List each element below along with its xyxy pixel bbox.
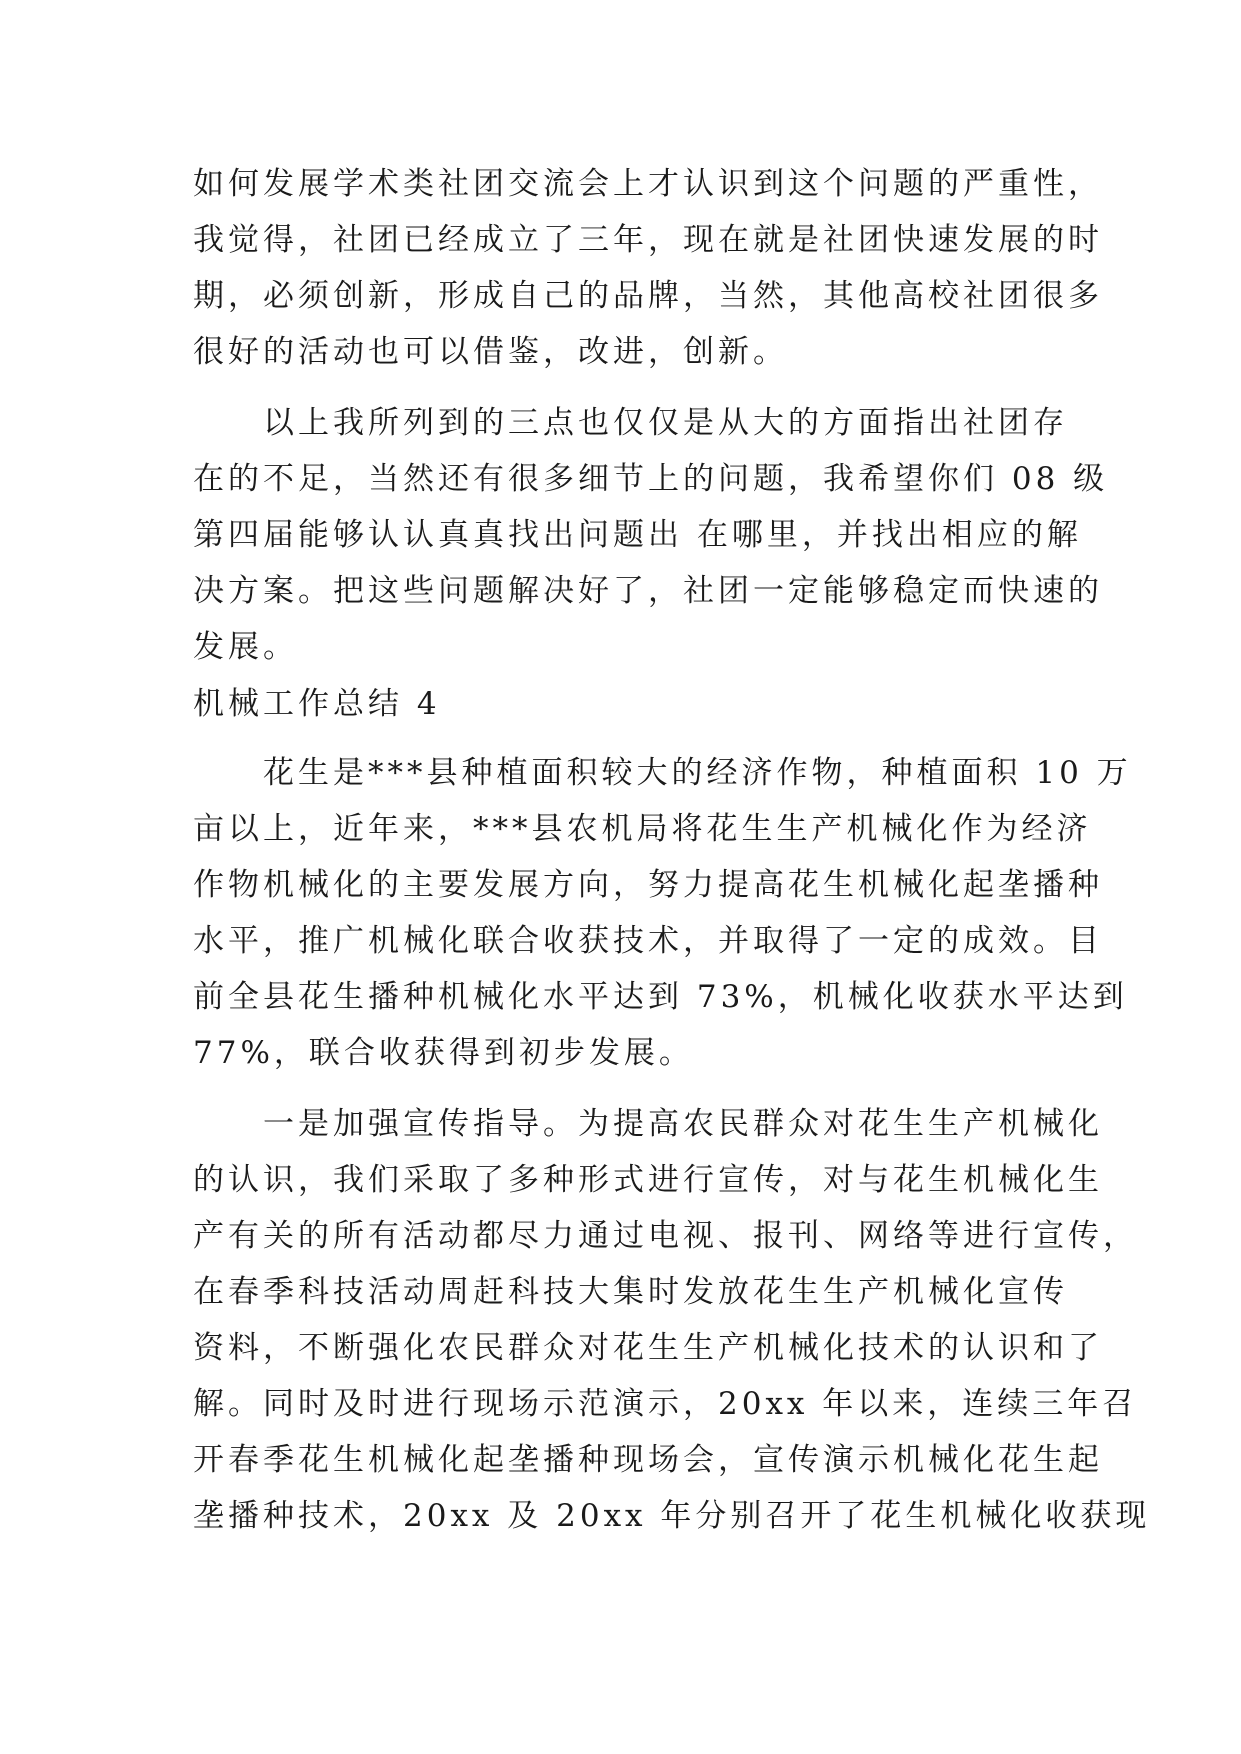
text-line-18: 的认识，我们采取了多种形式进行宣传，对与花生机械化生 (193, 1162, 1103, 1198)
text-line-7: 第四届能够认认真真找出问题出 在哪里，并找出相应的解 (193, 517, 1082, 553)
text-line-15: 前全县花生播种机械化水平达到 73%，机械化收获水平达到 (193, 979, 1128, 1015)
text-line-17: 一是加强宣传指导。为提高农民群众对花生生产机械化 (193, 1106, 1103, 1142)
text-line-4: 很好的活动也可以借鉴，改进，创新。 (193, 334, 788, 370)
text-line-24: 垄播种技术，20xx 及 20xx 年分别召开了花生机械化收获现 (193, 1498, 1151, 1534)
text-line-23: 开春季花生机械化起垄播种现场会，宣传演示机械化花生起 (193, 1442, 1103, 1478)
text-line-19: 产有关的所有活动都尽力通过电视、报刊、网络等进行宣传， (193, 1218, 1138, 1254)
text-line-6: 在的不足，当然还有很多细节上的问题，我希望你们 08 级 (193, 461, 1109, 497)
text-line-14: 水平，推广机械化联合收获技术，并取得了一定的成效。目 (193, 923, 1103, 959)
text-line-9: 发展。 (193, 629, 298, 665)
text-line-12: 亩以上，近年来，***县农机局将花生生产机械化作为经济 (193, 811, 1092, 847)
text-line-8: 决方案。把这些问题解决好了，社团一定能够稳定而快速的 (193, 573, 1103, 609)
text-line-1: 如何发展学术类社团交流会上才认识到这个问题的严重性， (193, 166, 1103, 202)
text-line-22: 解。同时及时进行现场示范演示，20xx 年以来，连续三年召 (193, 1386, 1138, 1422)
section-heading: 机械工作总结 4 (193, 686, 441, 722)
text-line-16: 77%，联合收获得到初步发展。 (193, 1035, 694, 1071)
text-line-5: 以上我所列到的三点也仅仅是从大的方面指出社团存 (193, 405, 1068, 441)
text-line-11: 花生是***县种植面积较大的经济作物，种植面积 10 万 (193, 755, 1132, 791)
text-line-2: 我觉得，社团已经成立了三年，现在就是社团快速发展的时 (193, 222, 1103, 258)
text-line-21: 资料，不断强化农民群众对花生生产机械化技术的认识和了 (193, 1330, 1103, 1366)
text-line-3: 期，必须创新，形成自己的品牌，当然，其他高校社团很多 (193, 278, 1103, 314)
text-line-20: 在春季科技活动周赶科技大集时发放花生生产机械化宣传 (193, 1274, 1068, 1310)
text-line-13: 作物机械化的主要发展方向，努力提高花生机械化起垄播种 (193, 867, 1103, 903)
